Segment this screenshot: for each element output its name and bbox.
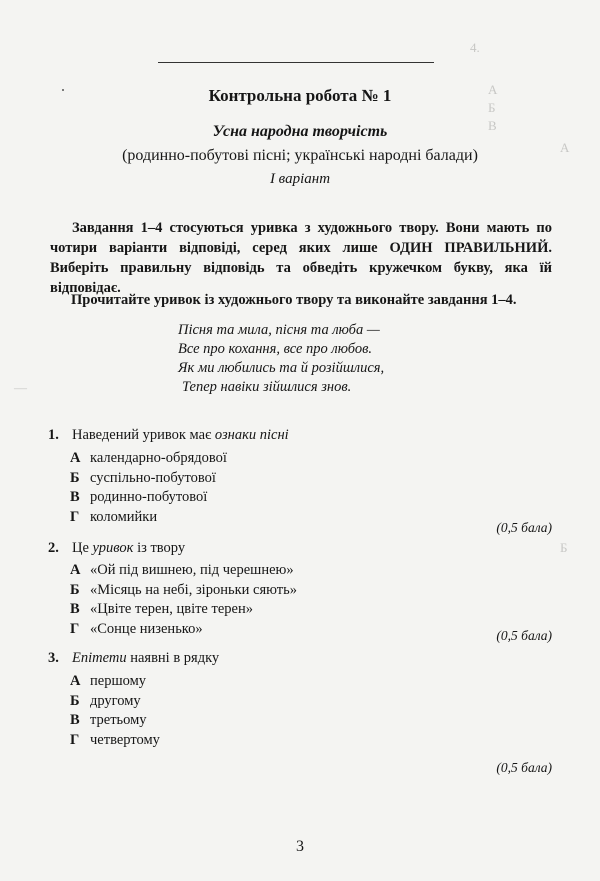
page-title: Контрольна робота № 1 [208,86,392,105]
question-text-emphasis: Епітети [72,650,127,666]
poem-line: Пісня та мила, пісня та люба — [178,322,380,338]
poem-excerpt [178,321,384,397]
question-1-score: (0,5 бала) [496,520,552,535]
instructions-emphasis: ОДИН ПРАВИЛЬНИЙ [389,240,549,256]
option-text: четвертому [90,731,160,748]
instructions-text: Завдання 1–4 стосуються уривка з художнього твору. Вони мають по чотири варіанти відповіді, серед яких лише [50,220,552,256]
question-3-score: (0,5 бала) [496,760,552,775]
question-text: Це [72,540,93,556]
question-1-options [70,449,227,527]
answer-option[interactable] [70,449,227,469]
question-2 [48,540,185,557]
option-letter[interactable]: В [70,712,80,728]
answer-option[interactable] [70,731,160,751]
answer-option[interactable] [70,711,160,731]
answer-option[interactable] [70,561,297,581]
question-text-emphasis: ознаки пісні [214,427,289,443]
option-letter[interactable]: Г [70,620,80,637]
tasks-instructions [50,218,552,298]
bleed-through-text: Б [488,100,496,115]
answer-option[interactable] [70,581,297,601]
bleed-through-text: В [488,118,497,133]
option-text: «Сонце низенько» [90,620,203,637]
poem-line: Все про кохання, все про любов. [178,341,373,357]
option-text: другому [90,692,141,709]
option-text: родинно-побутової [90,489,208,505]
bleed-through-text: — [14,380,27,395]
page-number: 3 [296,838,304,855]
header-rule [158,62,434,63]
option-letter[interactable]: А [70,562,81,578]
option-letter[interactable]: А [70,673,81,689]
question-2-options [70,561,297,639]
option-letter[interactable]: А [70,450,81,466]
answer-option[interactable] [70,692,160,712]
poem-line: Тепер навіки зійшлися знов. [182,379,352,395]
bleed-through-text: Б [560,540,568,555]
variant-label: І варіант [269,171,331,187]
answer-option[interactable] [70,600,297,620]
option-letter[interactable]: Г [70,508,80,525]
answer-option[interactable] [70,469,227,489]
question-number: 1. [48,427,59,443]
answer-option[interactable] [70,508,227,528]
bleed-through-text: А [488,82,498,97]
question-1 [48,427,289,444]
question-text: Наведений уривок має [72,427,215,443]
option-text: коломийки [90,508,158,525]
answer-option[interactable] [70,620,297,640]
answer-option[interactable] [70,672,160,692]
question-number: 3. [48,650,59,666]
option-text: суспільно-побутової [90,469,216,486]
instructions-text-end: . Виберіть правильну відповідь та обведіть кружечком букву, яка їй відповідає. [50,240,552,296]
option-text: календарно-обрядової [90,450,227,466]
topics-line: (родинно-побутові пісні; українські народні балади) [122,147,478,164]
question-3-options [70,672,160,750]
bleed-through-text: 4. [470,40,480,55]
read-prompt: Прочитайте уривок із художнього твору та виконайте завдання 1–4. [71,292,517,308]
option-text: «Ой під вишнею, під черешнею» [90,562,294,578]
option-letter[interactable]: В [70,489,80,505]
question-text-end: наявні в рядку [126,650,220,666]
option-letter[interactable]: Г [70,731,80,748]
option-letter[interactable]: Б [70,581,80,598]
option-text: першому [90,673,147,689]
question-2-score: (0,5 бала) [496,628,552,643]
question-text-end: із твору [133,540,186,556]
question-text-emphasis: уривок [92,540,134,556]
option-text: третьому [90,712,147,728]
option-letter[interactable]: Б [70,469,80,486]
option-letter[interactable]: Б [70,692,80,709]
question-number: 2. [48,540,59,556]
bleed-through-text: А [560,140,570,155]
question-3 [48,650,219,667]
option-text: «Місяць на небі, зіроньки сяють» [90,581,297,598]
option-text: «Цвіте терен, цвіте терен» [90,601,253,617]
answer-option[interactable] [70,488,227,508]
option-letter[interactable]: В [70,601,80,617]
section-subtitle: Усна народна творчість [212,123,388,140]
poem-line: Як ми любились та й розійшлися, [178,360,385,376]
